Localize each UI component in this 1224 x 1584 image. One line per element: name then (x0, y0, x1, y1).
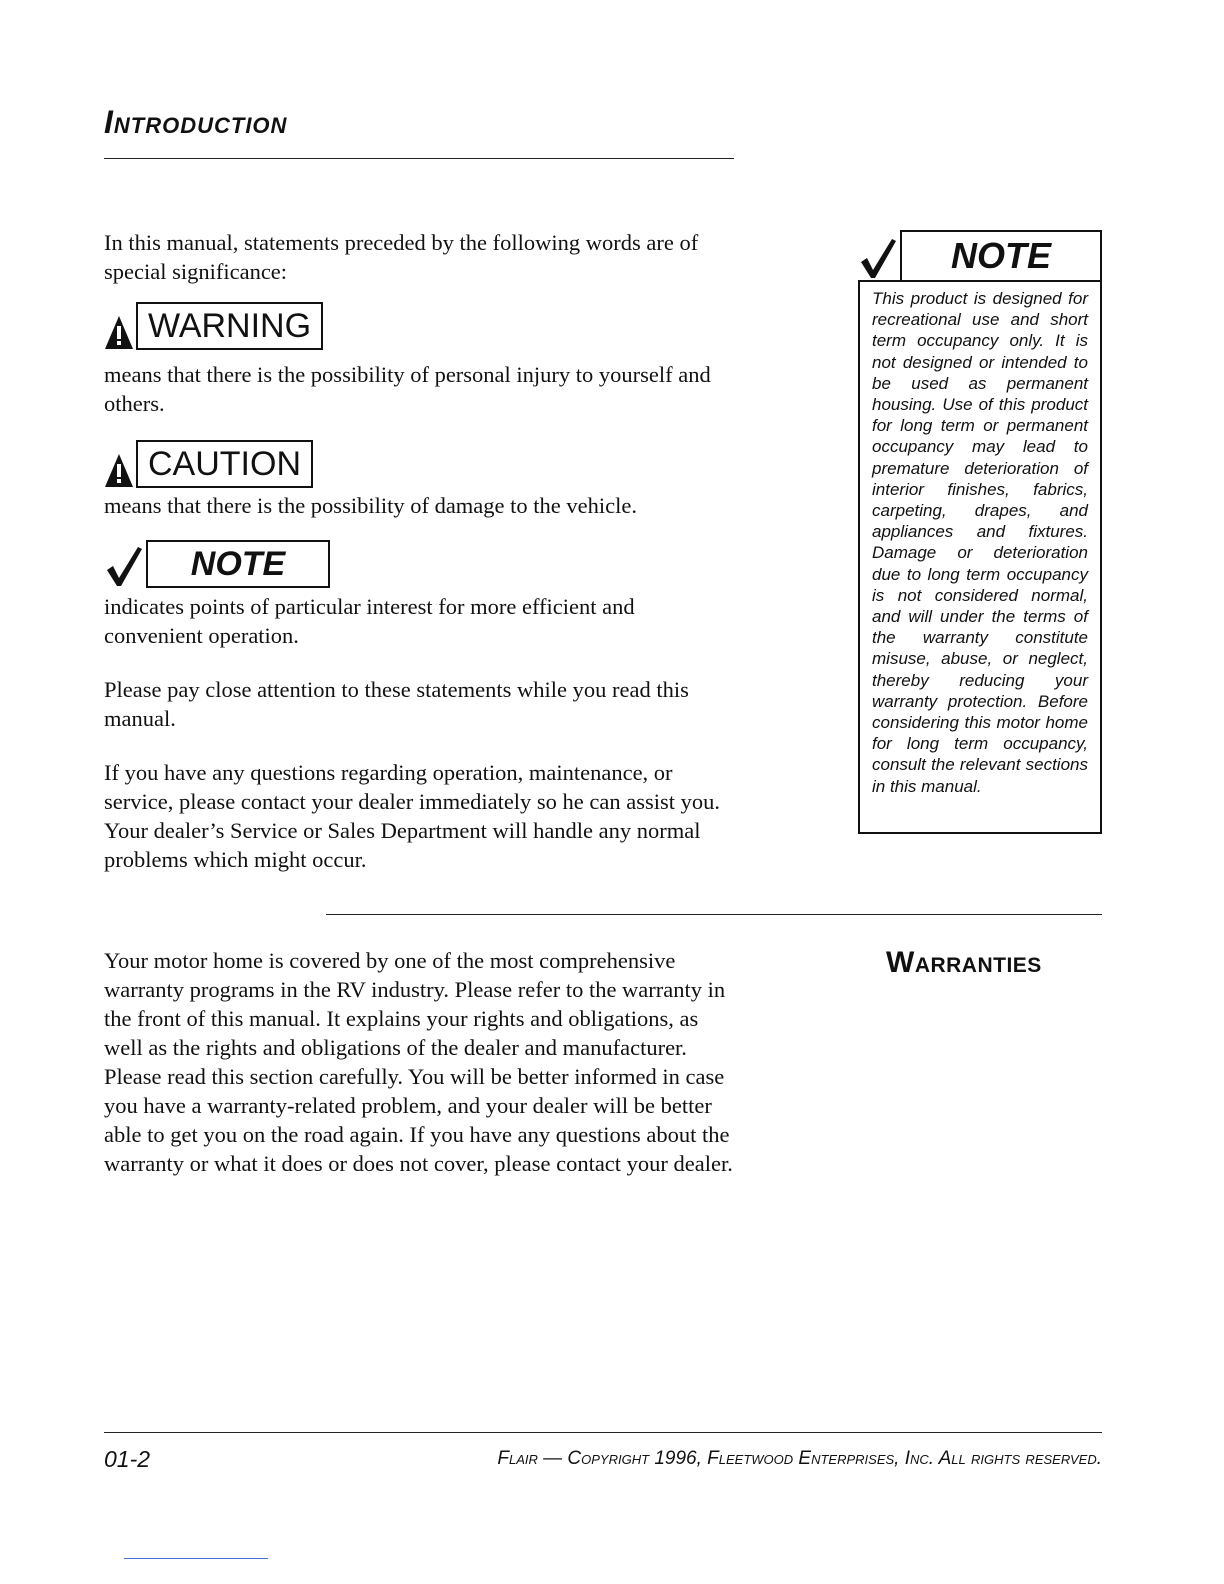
caution-text: means that there is the possibility of damage to the vehicle. (104, 493, 637, 518)
footer-rule (104, 1432, 1102, 1433)
caution-signal (104, 440, 313, 488)
page-title: Introduction (104, 104, 288, 140)
page-number: 01-2 (104, 1446, 151, 1472)
warranties-text: Your motor home is covered by one of the most comprehensive warranty programs in the RV industry. Please refer to the warranty in the front of this manual. It explains your rights and obligations, as well as the rights and obligations of the dealer and manufacturer. Please read this section carefully. You will be better informed in case you have a warranty-related problem, and your dealer will be better able to get you on the road again. If you have any questions about the warranty or what it does or does not cover, please contact your dealer. (104, 948, 733, 1176)
warning-triangle-icon (104, 314, 134, 350)
intro-lead-text: In this manual, statements preceded by the following words are of special significance: (104, 230, 699, 284)
caution-triangle-icon (104, 452, 134, 488)
checkmark-icon (104, 544, 144, 588)
side-note-label: NOTE (900, 230, 1102, 280)
caution-label: CAUTION (136, 440, 313, 488)
note-signal (104, 540, 330, 588)
warranties-heading: Warranties (886, 946, 1042, 979)
side-note (858, 230, 1102, 834)
warning-signal (104, 302, 323, 350)
footer-copyright: Flair — Copyright 1996, Fleetwood Enterprises, Inc. All rights reserved. (497, 1448, 1102, 1469)
attention-text: Please pay close attention to these statements while you read this manual. (104, 677, 689, 731)
warning-text: means that there is the possibility of personal injury to yourself and others. (104, 362, 711, 416)
side-note-text: This product is designed for recreational use and short term occupancy only. It is not designed or intended to be used as permanent housing. Use of this product for long term or permanent occupancy may lead to premature deterioration of interior finishes, fabrics, carpeting, drapes, and appliances and fixtures. Damage or deterioration due to long term occupancy is not considered normal, and will under the terms of the warranty constitute misuse, abuse, or neglect, thereby reducing your warranty protection. Before considering this motor home for long term occupancy, consult the relevant sections in this manual. (858, 280, 1102, 834)
section-rule (326, 914, 1102, 915)
note-text: indicates points of particular interest for more efficient and convenient operation. (104, 594, 635, 648)
questions-text: If you have any questions regarding operation, maintenance, or service, please contact your dealer immediately so he can assist you. Your dealer’s Service or Sales Department will handle any normal problems which might occur. (104, 760, 721, 872)
title-rule (104, 158, 734, 159)
note-label: NOTE (146, 540, 330, 588)
bottom-blue-line (124, 1558, 268, 1559)
warning-label: WARNING (136, 302, 323, 350)
checkmark-icon (858, 236, 898, 280)
